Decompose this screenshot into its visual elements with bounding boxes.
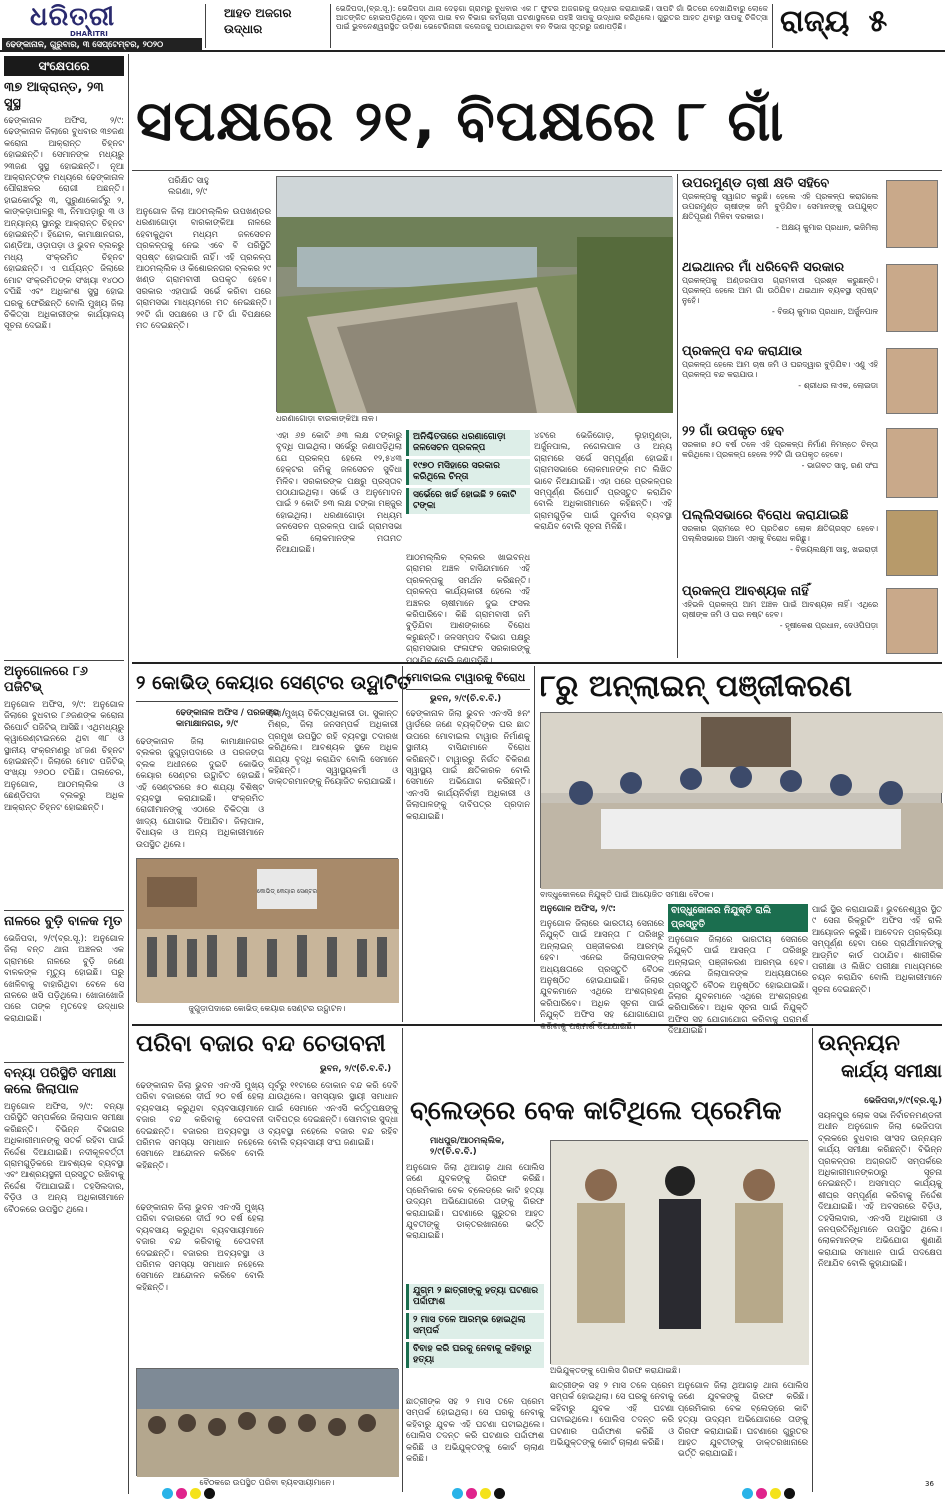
cyan-dot-icon (162, 1488, 173, 1499)
quote-block (682, 584, 942, 660)
covid-body-2: ଜିଲା ମୁଖ୍ୟ ଚିକିତ୍ସାଧିକାରୀ ଡା. ସୁକାନ୍ତ ମିଶ୍ର, ଜିଲା ଜନସମ୍ପର୍କ ଅଧିକାରୀ ପ୍ରମୁଖ ଉପସ୍ଥିତ ରହି ବ୍ୟବସ୍ଥା ତଦାରଖ କରିଥିଲେ। ଆବଶ୍ୟକ ସ୍ଥଳେ ଅଧିକ ଶଯ୍ୟା ବୃଦ୍ଧି କରାଯିବ ବୋଲି ସେମାନେ କହିଛନ୍ତି। ସ୍ୱାସ୍ଥ୍ୟକର୍ମୀ ଓ ଡାକ୍ତରମାନଙ୍କୁ ନିୟୋଜିତ କରାଯାଇଛି। (268, 708, 398, 787)
arrest-image (551, 1141, 809, 1365)
covid-byline: ଢେଙ୍କାନାଳ ଅଫିସ / ପରଜଙ୍ଗ / କାମାକ୍ଷାନଗର, ୨/୯ (176, 708, 286, 729)
online-byline: ଅନୁଗୋଳ ଅଫିସ, ୨/୯: (540, 904, 616, 914)
page-number: ୫ (868, 4, 888, 39)
blade-body: ଅନୁଗୋଳ ଜିଲା ଥିଆଗଢ଼ ଥାନା ପୋଲିସ ଜଣେ ଯୁବକଙ୍କୁ ଗିରଫ କରିଛି। ପ୍ରେମିକାର ବେକ ବ୍ଲେଡ୍‌ରେ କାଟି ହତ୍ୟା ଉଦ୍ୟମ ଅଭିଯୋଗରେ ତାଙ୍କୁ ଗିରଫ କରାଯାଇଛି। ଘଟଣାରେ ଗୁରୁତର ଆହତ ଯୁବତୀଙ୍କୁ ଡାକ୍ତରଖାନାରେ ଭର୍ତ୍ତି କରାଯାଇଛି। (406, 1162, 544, 1241)
review-headline-2: କାର୍ଯ୍ୟ ସମୀକ୍ଷା (841, 1061, 942, 1082)
lead-body-col2: ଏହା ୬୭ କୋଟି ୬୩ ଲକ୍ଷ ଟଙ୍କାରୁ ବୃଦ୍ଧି ପାଇଥିଲା। ସର୍ଭେରୁ ଜଣାପଡ଼ିଥିଲା ଯେ ପ୍ରକଳ୍ପ ହେଲେ ୧୨,୫୪୩ ହେକ୍ଟର ଜମିକୁ ଜଳସେଚନ ସୁବିଧା ମିଳିବ। ସରକାରଙ୍କ ପକ୍ଷରୁ ପ୍ରସ୍ତାବ ପଠାଯାଇଥିଲା। ସର୍ଭେ ଓ ଅନୁମୋଦନ ପାଇଁ ୨ କୋଟି ୭୩ ଲକ୍ଷ ଟଙ୍କା ମଞ୍ଜୁର ହୋଇଥିଲା। ଧରଣାଗୋଡ଼ା ମଧ୍ୟମ ଜଳସେଚନ ପ୍ରକଳ୍ପ ପାଇଁ ଗ୍ରାମସଭା କରି ଲୋକମାନଙ୍କ ମତାମତ ନିଆଯାଇଛି। (276, 430, 402, 555)
lead-headline: ସପକ୍ଷରେ ୨୧, ବିପକ୍ଷରେ ୮ ଗାଁ (136, 89, 785, 154)
online-box (668, 904, 808, 1036)
covid-headline: ୨ କୋଭିଡ୍ କେୟାର ସେଣ୍ଟର ଉଦ୍ଘାଟିତ (136, 668, 398, 702)
online-headline: ୮ରୁ ଅନ୍‌ଲାଇନ୍ ପଞ୍ଜୀକରଣ (540, 669, 852, 704)
yellow-dot-icon (480, 1488, 491, 1499)
person-photo (886, 428, 938, 498)
blade-caption: ଅଭିଯୁକ୍ତଙ୍କୁ ପୋଲିସ ଗିରଫ କରାଯାଇଛି। (550, 1366, 681, 1375)
highlight-item: ୧୯୭୦ ମସିହାରେ ସରକାର କରିଥିଲେ ଚିନ୍ତା (406, 459, 530, 485)
cyan-dot-icon (742, 1488, 753, 1499)
brief-title: ୩୭ ଆକ୍ରାନ୍ତ, ୨୩ ସୁସ୍ଥ (4, 80, 104, 111)
logo (30, 2, 170, 32)
person-photo (886, 510, 938, 576)
market-photo (136, 1368, 398, 1476)
online-box-body: ଅନୁଗୋଳ ଜିଲାରେ ଭାରତୀୟ ସେନାରେ ନିଯୁକ୍ତି ପାଇଁ ଆସନ୍ତା ୮ ତାରିଖରୁ ଅନ୍‌ଲାଇନ୍ ପଞ୍ଜୀକରଣ ଆରମ୍ଭ ହେବ। ଏନେଇ ଜିଲାପାଳଙ୍କ ଅଧ୍ୟକ୍ଷତାରେ ପ୍ରସ୍ତୁତି ବୈଠକ ଅନୁଷ୍ଠିତ ହୋଇଯାଇଛି। ଜିଲାର ଯୁବକମାନେ ଏଥିରେ ଅଂଶଗ୍ରହଣ କରିପାରିବେ। ଅଧିକ ସୂଚନା ପାଇଁ ନିଯୁକ୍ତି ଅଫିସ ସହ ଯୋଗାଯୋଗ କରିବାକୁ ପରାମର୍ଶ ଦିଆଯାଇଛି। (668, 934, 808, 1036)
quote-text: ଏହିଭଳି ପ୍ରକଳ୍ପ ଆମ ଅଞ୍ଚଳ ପାଇଁ ଆବଶ୍ୟକ ନାହିଁ। ଏଥିରେ ଚାଷୀଙ୍କ ଜମି ଓ ଘର ନଷ୍ଟ ହେବ। (682, 600, 878, 619)
quote-title: ପଲ୍ଲିସଭାରେ ବିରୋଧ କରାଯାଇଛି (682, 508, 849, 523)
logo-text: ଧରିତ୍ରୀ (30, 2, 116, 32)
blade-body-4: ଅନୁଗୋଳ ଜିଲା ଥିଆଗଢ଼ ଥାନା ପୋଲିସ ଜଣେ ଯୁବକଙ୍କୁ ଗିରଫ କରିଛି। ପ୍ରେମିକାର ବେକ ବ୍ଲେଡ୍‌ରେ କାଟି ହତ୍ୟା ଉଦ୍ୟମ ଅଭିଯୋଗରେ ତାଙ୍କୁ ଗିରଫ କରାଯାଇଛି। ଘଟଣାରେ ଗୁରୁତର ଆହତ ଯୁବତୀଙ୍କୁ ଡାକ୍ତରଖାନାରେ ଭର୍ତ୍ତି କରାଯାଇଛି। (678, 1380, 808, 1459)
person-photo (886, 588, 938, 654)
review-body: ସୟଳପୁର ଲୋକ ସଭା ନିର୍ବାଚନମଣ୍ଡଳୀ ଅଧୀନ ଅନୁଗୋଳ ଜିଲା ଭେଜିପଦା ବ୍ଲକରେ ବୁଧବାର ସାଂସଦ ଉନ୍ନୟନ କାର୍ଯ୍ୟ ସମୀକ୍ଷା କରିଛନ୍ତି। ବିଭିନ୍ନ ପ୍ରକଳ୍ପର ଅଗ୍ରଗତି ସମ୍ପର୍କରେ ଅଧିକାରୀମାନଙ୍କଠାରୁ ସୂଚନା ନେଇଛନ୍ତି। ଅସମାପ୍ତ କାର୍ଯ୍ୟକୁ ଶୀଘ୍ର ସମ୍ପୂର୍ଣ୍ଣ କରିବାକୁ ନିର୍ଦ୍ଦେଶ ଦିଆଯାଇଛି। ଏହି ଅବସରରେ ବିଡ଼ିଓ, ତହସିଲଦାର, ଏନଏସି ଅଧିକାରୀ ଓ ଜନପ୍ରତିନିଧିମାନେ ଉପସ୍ଥିତ ଥିଲେ। ଲୋକମାନଙ୍କ ଅଭିଯୋଗ ଶୁଣାଣି କରାଯାଇ ସମାଧାନ ପାଇଁ ପଦକ୍ଷେପ ନିଆଯିବ ବୋଲି କୁହାଯାଇଛି। (818, 1110, 942, 1269)
brief-subtitle: କଲେ ଜିଲାପାଳ (4, 1082, 79, 1097)
review-headline (818, 1030, 942, 1094)
person-photo (886, 180, 938, 248)
quote-block (682, 424, 942, 504)
quote-title: ୨୨ ଗାଁ ଉପକୃତ ହେବ (682, 424, 784, 439)
quote-name: - ହୃଷୀକେଶ ପ୍ରଧାନ, ଦେଓପିପଡ଼ା (779, 621, 878, 630)
online-photo-caption: ବାଦ୍ଧୁକୋଳରେ ନିଯୁକ୍ତି ପାଇଁ ଆୟୋଜିତ ସମୀକ୍ଷା ବୈଠକ। (540, 890, 714, 899)
lead-highlights (406, 430, 530, 550)
highlight-item: ସର୍ଭେରେ ଖର୍ଚ୍ଚ ହୋଇଛି ୨ କୋଟି ଟଙ୍କା (406, 488, 530, 514)
logo-sub: DHARITRI (70, 30, 108, 38)
brief-title: ଅନୁଗୋଳରେ ୮୬ ପଜିଟିଭ୍ (4, 664, 88, 695)
market-body-3: ଢେଙ୍କାନାଳ ଜିଲା ଭୁବନ ଏନଏସି ମୁଖ୍ୟ ପରିବା ବଜାରରେ ଦୀର୍ଘ ୨୦ ବର୍ଷ ହେଲା ବ୍ୟବସାୟ କରୁଥିବା ବ୍ୟବସାୟୀମାନେ ବଜାର ବନ୍ଦ କରିବାକୁ ଚେତାବନୀ ଦେଇଛନ୍ତି। ବଜାରର ଅବ୍ୟବସ୍ଥା ଓ ପରିମଳ ସମସ୍ୟା ସମାଧାନ ନହେଲେ ସେମାନେ ଆନ୍ଦୋଳନ କରିବେ ବୋଲି କହିଛନ୍ତି। (136, 1202, 264, 1292)
quote-name: - ବିଜୟଲକ୍ଷ୍ମୀ ସାହୁ, ଖଇରାଡ଼ୀ (790, 545, 878, 554)
brief-body: ଢେଙ୍କାନାଳ ଅଫିସ, ୨/୯: ଢେଙ୍କାନାଳ ଜିଲାରେ ବୁଧବାର ୩୭ଜଣ କରୋନା ଆକ୍ରାନ୍ତ ଚିହ୍ନଟ ହୋଇଛନ୍ତି। ସେମାନଙ୍କ ମଧ୍ୟରୁ ୨୩ଜଣ ସୁସ୍ଥ ହୋଇଛନ୍ତି। ନୂଆ ଆକ୍ରାନ୍ତଙ୍କ ମଧ୍ୟରେ ଢେଙ୍କାନାଳ ପୌରାଞ୍ଚଳର ରୋଗୀ ଅଛନ୍ତି। ହାଇକୋର୍ଟରୁ ୩, ପୁରୁଣାକୋର୍ଟରୁ ୨, କାଙ୍କଡ଼ାପାଳରୁ ୩, ନିମାପଡ଼ାରୁ ୩ ଓ ଅନ୍ୟାନ୍ୟ ସ୍ଥାନରୁ ଆକ୍ରାନ୍ତ ଚିହ୍ନଟ ହୋଇଛନ୍ତି। ହିନ୍ଦୋଳ, କାମାକ୍ଷାନଗର, ଗଣ୍ଡିଆ, ଓଡ଼ାପଡ଼ା ଓ ଭୁବନ ବ୍ଲକରୁ ମଧ୍ୟ ସଂକ୍ରମିତ ଚିହ୍ନଟ ହୋଇଛନ୍ତି। ଏ ପର୍ଯ୍ୟନ୍ତ ଜିଲାରେ ମୋଟ ସଂକ୍ରମିତଙ୍କ ସଂଖ୍ୟା ୧୪୦୦ ଟପିଛି ଏବଂ ଅଧିକାଂଶ ସୁସ୍ଥ ହୋଇ ଘରକୁ ଫେରିଛନ୍ତି ବୋଲି ମୁଖ୍ୟ ଜିଲା ଚିକିତ୍ସା ଅଧିକାରୀଙ୍କ କାର୍ଯ୍ୟାଳୟ ସୂଚନା ଦେଇଛି। (4, 115, 124, 331)
quote-title: ଥଇଥାନର ମାଁ ଧରିବେନି ସରକାର (682, 260, 845, 275)
quote-title: ପ୍ରକଳ୍ପ ବନ୍ଦ କରାଯାଉ (682, 344, 803, 359)
covid-caption: ଜୁଗୁଡ଼ାପଦାରେ କୋଭିଡ୍ କେୟାର ସେଣ୍ଟର ଉଦ୍ଘାଟନ। (188, 1004, 346, 1013)
mobile-byline: ଭୁବନ, ୨/୯(ଚି.ବ.ବି.) (430, 694, 502, 704)
review-headline-1: ଉନ୍ନୟନ (818, 1031, 900, 1056)
section-title (780, 4, 940, 44)
online-photo (540, 712, 942, 888)
lead-byline-name: ପରିକ୍ଷିତ ସାହୁ (168, 176, 209, 186)
quote-text: ପ୍ରକଳ୍ପକୁ ଅଣ୍ଡରପାସ ଗ୍ରାମବାସୀ ପ୍ରଶ୍ନ କରୁଛନ୍ତି। ପ୍ରକଳ୍ପ ହେଲେ ଆମ ଗାଁ ଉଠିଯିବ। ଥଇଥାନ ବ୍ୟବସ୍ଥା ସ୍ପଷ୍ଟ ନୁହେଁ। (682, 276, 878, 305)
quote-name: - ବିଜୟ କୁମାର ପ୍ରଧାନ, ଅର୍ଜୁନପାଳ (772, 307, 878, 316)
review-byline: ଭେଜିପଦା,୨/୯(ବ୍ର.ସୂ.) (864, 1096, 942, 1106)
blade-byline: ମାଧପୁର/ଆଠମଲ୍ଲିକ, ୨/୯(ଚି.ବ.ବି.) (430, 1136, 505, 1157)
quote-block (682, 260, 942, 340)
section-name: ରାଜ୍ୟ (780, 4, 850, 39)
quote-name: - ଶ୍ରୀଧର ନାଏକ, ଲୋଇଡା (798, 381, 878, 390)
quote-text: ପ୍ରକଳ୍ପକୁ ସ୍ୱାଗତ କରୁଛି। ହେଲେ ଏହି ପ୍ରକଳ୍ପ କରାଗଲେ ଉପରମୁଣ୍ଡ ଚାଷୀଙ୍କ ଜମି ବୁଡ଼ିଯିବ। ସେମାନଙ୍କୁ ଉପଯୁକ୍ତ କ୍ଷତିପୂରଣ ମିଳିବା ଦରକାର। (682, 192, 878, 221)
quote-name: - ଭାଗବତ ସାହୁ, ରଣ ସଂଘ (801, 461, 878, 470)
brief-body: ଅନୁଗୋଳ ଅଫିସ, ୨/୯: ଅନୁଗୋଳ ଜିଲାରେ ବୁଧବାର ୮୬ଜଣଙ୍କ କରୋନା ରିପୋର୍ଟ ପଜିଟିଭ୍ ଆସିଛି। ଏଥିମଧ୍ୟରୁ କ୍ୱାରେଣ୍ଟାଇନରେ ଥିବା ୩୮ ଓ ସ୍ଥାନୀୟ ସଂକ୍ରମଣରୁ ୪୮ଜଣ ଚିହ୍ନଟ ହୋଇଛନ୍ତି। ଜିଲାରେ ମୋଟ ପଜିଟିଭ୍ ସଂଖ୍ୟା ୨୬୦୦ ଟପିଛି। ତାଲଚେର, ଅନୁଗୋଳ, ଆଠମଲ୍ଲିକ ଓ ଛେଣ୍ଡିପଦା ବ୍ଲକରୁ ଅଧିକ ଆକ୍ରାନ୍ତ ଚିହ୍ନଟ ହୋଇଛନ୍ତି। (4, 699, 124, 812)
brief-body: ଅନୁଗୋଳ ଅଫିସ, ୨/୯: ବନ୍ୟା ପରିସ୍ଥିତି ସମ୍ପର୍କରେ ଜିଲାପାଳ ସମୀକ୍ଷା କରିଛନ୍ତି। ବିଭିନ୍ନ ବିଭାଗର ଅଧିକାରୀମାନଙ୍କୁ ସତର୍କ ରହିବା ପାଇଁ ନିର୍ଦ୍ଦେଶ ଦିଆଯାଇଛି। ନଦୀକୂଳବର୍ତ୍ତୀ ଗ୍ରାମଗୁଡ଼ିକରେ ଆବଶ୍ୟକ ବ୍ୟବସ୍ଥା ଏବଂ ଆଶ୍ରୟସ୍ଥଳୀ ପ୍ରସ୍ତୁତ ରଖିବାକୁ ନିର୍ଦ୍ଦେଶ ଦିଆଯାଇଛି। ତହସିଲଦାର, ବିଡ଼ିଓ ଓ ଅନ୍ୟ ଅଧିକାରୀମାନେ ବୈଠକରେ ଉପସ୍ଥିତ ଥିଲେ। (4, 1101, 124, 1214)
quote-block (682, 344, 942, 420)
person-photo (886, 348, 938, 414)
covid-photo (136, 858, 398, 1002)
quote-text: ସରକାର ୫୦ ବର୍ଷ ତଳେ ଏହି ପ୍ରକଳ୍ପ ନିର୍ମାଣ ନିମନ୍ତେ ଚିନ୍ତା କରିଥିଲେ। ପ୍ରକଳ୍ପ ହେଲେ ୨୨ଟି ଗାଁ ଉପକୃତ ହେବେ। (682, 440, 878, 459)
market-byline: ଭୁବନ, ୨/୯(ଚି.ବ.ବି.) (320, 1064, 392, 1074)
lead-photo (276, 176, 672, 412)
quote-text: ପ୍ରକଳ୍ପ ହେଲେ ଆମ ଚାଷ ଜମି ଓ ଘରଦ୍ୱାର ବୁଡ଼ିଯିବ। ଏଣୁ ଏହି ପ୍ରକଳ୍ପ ବନ୍ଦ କରାଯାଉ। (682, 360, 878, 379)
brief-item (4, 1066, 124, 1486)
brief-item (4, 664, 124, 904)
quote-block (682, 176, 942, 256)
blade-body-2: ଛାତ୍ରୀଙ୍କ ସହ ୨ ମାସ ତଳେ ପ୍ରେମ ସମ୍ପର୍କ ହୋଇଥିଲା। ସେ ଘରକୁ ନେବାକୁ କହିବାରୁ ଯୁବକ ଏହି ଘଟଣା ଘଟାଇଥିଲେ। ପୋଲିସ ତଦନ୍ତ କରି ଘଟଣାର ପର୍ଦ୍ଦାଫାଶ କରିଛି ଓ ଅଭିଯୁକ୍ତଙ୍କୁ କୋର୍ଟ ଚାଲାଣ କରିଛି। (550, 1380, 674, 1448)
quote-text: ସରକାର ଗ୍ରାମରେ ୧୦ ପ୍ରତିଶତ ଲୋକ କ୍ଷତିଗ୍ରସ୍ତ ହେବେ। ପଲ୍ଲିସଭାରେ ଆମେ ଏହାକୁ ବିରୋଧ କରିଛୁ। (682, 524, 878, 543)
highlight-item: ଅନିଶ୍ଚିତତାରେ ଧରଣାଗୋଡ଼ା ଜଳସେଚନ ପ୍ରକଳ୍ପ (406, 430, 530, 456)
magenta-dot-icon (756, 1488, 767, 1499)
brief-title: ନାଳରେ ବୁଡ଼ି ବାଳକ ମୃତ (4, 914, 123, 929)
online-body: ଅନୁଗୋଳ ଜିଲାରେ ଭାରତୀୟ ସେନାରେ ନିଯୁକ୍ତି ପାଇଁ ଆସନ୍ତା ୮ ତାରିଖରୁ ଅନ୍‌ଲାଇନ୍ ପଞ୍ଜୀକରଣ ଆରମ୍ଭ ହେବ। ଏନେଇ ଜିଲାପାଳଙ୍କ ଅଧ୍ୟକ୍ଷତାରେ ପ୍ରସ୍ତୁତି ବୈଠକ ଅନୁଷ୍ଠିତ ହୋଇଯାଇଛି। ଜିଲାର ଯୁବକମାନେ ଏଥିରେ ଅଂଶଗ୍ରହଣ କରିପାରିବେ। ଅଧିକ ସୂଚନା ପାଇଁ ନିଯୁକ୍ତି ଅଫିସ ସହ ଯୋଗାଯୋଗ କରିବାକୁ ପରାମର୍ଶ ଦିଆଯାଇଛି। (540, 918, 664, 1031)
quote-title: ପ୍ରକଳ୍ପ ଆବଶ୍ୟକ ନାହିଁ (682, 584, 809, 599)
black-dot-icon (204, 1488, 215, 1499)
brief-item (4, 80, 124, 655)
brief-body: ଭେଜିପଦା, ୨/୯(ବ୍ର.ସୂ.): ଅନୁଗୋଳ ଜିଲା ବନ୍ତ ଥାନା ଅଞ୍ଚଳର ଏକ ଗ୍ରାମରେ ନାଳରେ ବୁଡ଼ି ଜଣେ ବାଳକଙ୍କ ମୃତ୍ୟୁ ହୋଇଛି। ଘରୁ ଖେଳିବାକୁ ବାହାରିଥିବା ବେଳେ ସେ ନାଳରେ ଖସି ପଡ଼ିଥିଲେ। ଖୋଜାଖୋଜି ପରେ ତାଙ୍କ ମୃତଦେହ ଉଦ୍ଧାର କରାଯାଇଛି। (4, 933, 124, 1023)
blade-photo (550, 1140, 808, 1364)
blade-body-3: ଛାତ୍ରୀଙ୍କ ସହ ୨ ମାସ ତଳେ ପ୍ରେମ ସମ୍ପର୍କ ହୋଇଥିଲା। ସେ ଘରକୁ ନେବାକୁ କହିବାରୁ ଯୁବକ ଏହି ଘଟଣା ଘଟାଇଥିଲେ। ପୋଲିସ ତଦନ୍ତ କରି ଘଟଣାର ପର୍ଦ୍ଦାଫାଶ କରିଛି ଓ ଅଭିଯୁକ୍ତଙ୍କୁ କୋର୍ଟ ଚାଲାଣ କରିଛି। (406, 1396, 544, 1464)
masthead (0, 0, 945, 48)
yellow-dot-icon (770, 1488, 781, 1499)
mobile-headline: ମୋବାଇଲ ଟାୱାରକୁ ବିରୋଧ (406, 668, 530, 690)
market-body: ଢେଙ୍କାନାଳ ଜିଲା ଭୁବନ ଏନଏସି ମୁଖ୍ୟ ପରିବା ବଜାରରେ ଦୀର୍ଘ ୨୦ ବର୍ଷ ହେଲା ବ୍ୟବସାୟ କରୁଥିବା ବ୍ୟବସାୟୀମାନେ ବଜାର ବନ୍ଦ କରିବାକୁ ଚେତାବନୀ ଦେଇଛନ୍ତି। ବଜାରର ଅବ୍ୟବସ୍ଥା ଓ ପରିମଳ ସମସ୍ୟା ସମାଧାନ ନହେଲେ ସେମାନେ ଆନ୍ଦୋଳନ କରିବେ ବୋଲି କହିଛନ୍ତି। (136, 1080, 264, 1170)
market-headline: ପରିବା ବଜାର ବନ୍ଦ ଚେତାବନୀ (136, 1031, 386, 1057)
person-photo (886, 264, 938, 332)
covid-sign-text: କୋଭିଡ୍ କେୟାର ସେଣ୍ଟର (256, 888, 318, 895)
magenta-dot-icon (176, 1488, 187, 1499)
black-dot-icon (494, 1488, 505, 1499)
quote-title: ଉପରମୁଣ୍ଡ ଚାଷୀ କ୍ଷତି ସହିବେ (682, 176, 830, 191)
cyan-dot-icon (452, 1488, 463, 1499)
highlight-item: ଯୁଗ୍ମ ୨ ଛାତ୍ରୀଙ୍କୁ ହତ୍ୟା ଘଟଣାର ପର୍ଦ୍ଦାଫାଶ (406, 1284, 544, 1310)
teaser-headline: ଆହତ ଅଜଗର ଉଦ୍ଧାର (224, 6, 292, 36)
covid-body: ଢେଙ୍କାନାଳ ଜିଲା କାମାକ୍ଷାନଗର ବ୍ଲକର ଜୁଗୁଡ଼ାପଦାରେ ଓ ପରଜଙ୍ଗ ବ୍ଲକ ଅଧୀନରେ ଦୁଇଟି କୋଭିଡ୍ କେୟାର ସେଣ୍ଟର ଉଦ୍ଘାଟିତ ହୋଇଛି। ଏହି ସେଣ୍ଟରରେ ୫୦ ଶଯ୍ୟା ବିଶିଷ୍ଟ ବ୍ୟବସ୍ଥା କରାଯାଇଛି। ସଂକ୍ରମିତ ରୋଗୀମାନଙ୍କୁ ଏଠାରେ ଚିକିତ୍ସା ଓ ଖାଦ୍ୟ ଯୋଗାଇ ଦିଆଯିବ। ଜିଲାପାଳ, ବିଧାୟକ ଓ ଅନ୍ୟ ଅଧିକାରୀମାନେ ଉପସ୍ଥିତ ଥିଲେ। (136, 736, 264, 849)
blade-headline: ବ୍ଲେଡ୍‌ରେ ବେକ କାଟିଥିଲେ ପ୍ରେମିକ (410, 1096, 782, 1126)
brief-item (4, 914, 124, 1054)
page-mark: 36 (925, 1480, 934, 1488)
online-body-2: ପାଇଁ ସ୍ଥିର କରାଯାଇଛି। ଭୁବନେଶ୍ୱର ସ୍ଥିତ ୯ ସେନା ରିକ୍ରୁଟିଂ ଅଫିସ ଏହି ରାଲି ଆୟୋଜନ କରୁଛି। ଆବେଦନ ପ୍ରକ୍ରିୟା ସମ୍ପୂର୍ଣ୍ଣ ହେବା ପରେ ପ୍ରାର୍ଥୀମାନଙ୍କୁ ଆଡ୍‌ମିଟ କାର୍ଡ ପଠାଯିବ। ଶାରୀରିକ ପରୀକ୍ଷା ଓ ଲିଖିତ ପରୀକ୍ଷା ମାଧ୍ୟମରେ ଚୟନ କରାଯିବ ବୋଲି ଅଧିକାରୀମାନେ ସୂଚନା ଦେଇଛନ୍ତି। (812, 904, 942, 994)
lead-body-col4: ୪ଟରେ ଭେଜିଗୋଡ଼, ଲୁହାମୁଣ୍ଡା, ଅର୍ଜୁନପାଲ, ନଗେଲପାଳ ଓ ଅନ୍ୟ ଗ୍ରାମରେ ସର୍ଭେ ସମ୍ପୂର୍ଣ୍ଣ ହୋଇଛି। ଗ୍ରାମସଭାରେ ଲୋକମାନଙ୍କ ମତ ଲିଖିତ ଭାବେ ନିଆଯାଇଛି। ଏହା ପରେ ପ୍ରକଳ୍ପର ସମ୍ପୂର୍ଣ୍ଣ ରିପୋର୍ଟ ପ୍ରସ୍ତୁତ କରାଯିବ ବୋଲି ଅଧିକାରୀମାନେ କହିଛନ୍ତି। ଏହି ଗ୍ରାମଗୁଡ଼ିକ ପାଇଁ ପୁନର୍ବାସ ବ୍ୟବସ୍ଥା କରାଯିବ ବୋଲି ସୂଚନା ମିଳିଛି। (534, 430, 672, 532)
lead-byline (168, 176, 268, 202)
lead-body-col1: ଅନୁଗୋଳ ଜିଲା ଆଠମଲ୍ଲିକ ଉପଖଣ୍ଡର ଧରଣାଗୋଡ଼ା ବାରକାଙ୍କିଆ ନାଳରେ ହେବାକୁଥିବା ମଧ୍ୟମ ଜଳସେଚନ ପ୍ରକଳ୍ପକୁ ନେଇ ଏବେ ବି ପରିସ୍ଥିତି ସ୍ପଷ୍ଟ ହୋଇପାରି ନାହିଁ। ଏହି ପ୍ରକଳ୍ପ ଆଠମଲ୍ଲିକ ଓ କିଶୋରନଗର ବ୍ଲକର ୨୯ ଖଣ୍ଡ ଗ୍ରାମବାସୀ ଉପକୃତ ହେବେ। ସରକାର ଏହାପାଇଁ ସର୍ଭେ କରିବା ପରେ ଗ୍ରାମସଭା ମାଧ୍ୟମରେ ମତ ନେଇଛନ୍ତି। ୨୧ଟି ଗାଁ ସପକ୍ଷରେ ଓ ୮ଟି ଗାଁ ବିପକ୍ଷରେ ମତ ଦେଇଛନ୍ତି। (136, 206, 271, 331)
brief-title: ବନ୍ୟା ପରିସ୍ଥିତି ସମୀକ୍ଷା (4, 1066, 117, 1081)
highlight-item: ୨ ମାସ ତଳେ ଆରମ୍ଭ ହୋଇଥିଲା ସମ୍ପର୍କ (406, 1313, 544, 1339)
quote-name: - ଅକ୍ଷୟ କୁମାର ପ୍ରଧାନ, ଭଜିମିଲା (776, 223, 878, 232)
covid-centre-image (137, 859, 399, 1003)
quotes-panel (682, 176, 942, 660)
market-body-2: ପୂର୍ବରୁ ୧୧ଟାରେ ଦୋକାନ ବନ୍ଦ କରି ଦେବି ଯାଉଥିଲେ। ସମସ୍ୟାର ସ୍ଥାୟୀ ସମାଧାନ ପାଇଁ ସେମାନେ ଏନଏସି କର୍ତ୍ତୃପକ୍ଷଙ୍କୁ ଦାବିପତ୍ର ଦେଇଛନ୍ତି। ସୋମବାର ସୁଦ୍ଧା ବ୍ୟବସ୍ଥା ନହେଲେ ବଜାର ବନ୍ଦ ରହିବ ବୋଲି ବ୍ୟବସାୟୀ ସଂଘ ଜଣାଇଛି। (268, 1080, 398, 1148)
black-dot-icon (784, 1488, 795, 1499)
quote-block (682, 508, 942, 580)
canal-image (277, 177, 673, 413)
meeting-image (541, 713, 943, 889)
magenta-dot-icon (466, 1488, 477, 1499)
lead-body-col3: ଆଠମଲ୍ଲିକ ବ୍ଲକର ଖାଇବନ୍ଧ ଗ୍ରାମର ଅଞ୍ଚଳ ବାସିନ୍ଦାମାନେ ଏହି ପ୍ରକଳ୍ପକୁ ସମର୍ଥନ କରିଛନ୍ତି। ପ୍ରକଳ୍ପ କାର୍ଯ୍ୟକାରୀ ହେଲେ ଏହି ଅଞ୍ଚଳର ଚାଷୀମାନେ ଦୁଇ ଫସଲ କରିପାରିବେ। କିଛି ଗ୍ରାମବାସୀ ଜମି ବୁଡ଼ିଯିବା ଆଶଙ୍କାରେ ବିରୋଧ କରୁଛନ୍ତି। ଜଳସମ୍ପଦ ବିଭାଗ ପକ୍ଷରୁ ଗ୍ରାମସଭାର ଫଳାଫଳ ସରକାରଙ୍କୁ ପଠାଯିବ ବୋଲି ଜଣାପଡ଼ିଛି। (406, 552, 530, 665)
kicker-text: ସଂକ୍ଷେପରେ (38, 59, 90, 73)
traders-meeting-image (137, 1369, 399, 1477)
yellow-dot-icon (190, 1488, 201, 1499)
footer-registration (0, 1490, 945, 1498)
online-box-title: ବାଦ୍ଧୁକୋଳର ନିଯୁକ୍ତି ରାଲି ପ୍ରସ୍ତୁତି (668, 904, 808, 932)
brief-kicker (4, 56, 124, 76)
dateline: ଢେଙ୍କାନାଳ, ଗୁରୁବାର, ୩ ସେପ୍ଟେମ୍ବର, ୨୦୨୦ (2, 38, 202, 50)
lead-byline-place: ଲଗଣା, ୨/୯ (168, 187, 208, 197)
teaser-body: ଭେଜିପଦା,(ବ୍ର.ସୂ.): ଭେଜିପଦା ଥାନା ଦେଢ଼ଗା ଗ୍ରାମରୁ ବୁଧବାର ଏକ ୮ ଫୁଟର ଅଜଗରକୁ ଉଦ୍ଧାର କରାଯାଇଛି। ସାପଟି ଗାଁ ଭିତରେ ଦେଖାଯିବାରୁ ଲୋକେ ଆତଙ୍କିତ ହୋଇପଡ଼ିଥିଲେ। ସୂଚନା ପାଇ ବନ ବିଭାଗ କର୍ମଚାରୀ ଘଟଣାସ୍ଥଳରେ ପହଞ୍ଚି ସାପକୁ ଉଦ୍ଧାର କରିଥିଲେ। ଗୁରୁତର ଆହତ ଥିବାରୁ ସାପକୁ ଚିକିତ୍ସା ପାଇଁ ଭୁବନେଶ୍ୱରସ୍ଥିତ ଉଡ଼ିଶା ଭେଟେରିନାରୀ କଲେଜକୁ ପଠାଯାଇଥିବା ବନ ବିଭାଗ ସୂତ୍ରରୁ ଜଣାପଡ଼ିଛି। (336, 4, 768, 31)
highlight-item: ବିବାହ କରି ଘରକୁ ନେବାକୁ କହିବାରୁ ହତ୍ୟା (406, 1342, 544, 1368)
blade-highlights (406, 1284, 544, 1394)
mobile-body: ଢେଙ୍କାନାଳ ଜିଲା ଭୁବନ ଏନଏସି ୫ନଂ ୱାର୍ଡରେ ଜଣେ ବ୍ୟକ୍ତିଙ୍କ ଘର ଛାତ ଉପରେ ମୋବାଇଲ ଟାୱାର ନିର୍ମାଣକୁ ସ୍ଥାନୀୟ ବାସିନ୍ଦାମାନେ ବିରୋଧ କରିଛନ୍ତି। ଟାୱାରରୁ ନିର୍ଗତ ବିକିରଣ ସ୍ୱାସ୍ଥ୍ୟ ପାଇଁ କ୍ଷତିକାରକ ବୋଲି ସେମାନେ ଅଭିଯୋଗ କରିଛନ୍ତି। ଏନଏସି କାର୍ଯ୍ୟନିର୍ବାହୀ ଅଧିକାରୀ ଓ ଜିଲାପାଳଙ୍କୁ ଦାବିପତ୍ର ପ୍ରଦାନ କରାଯାଇଛି। (406, 708, 530, 821)
lead-photo-caption: ଧରଣାଗୋଡ଼ା ବାରକାଙ୍କିଆ ନାଳ। (276, 414, 378, 423)
market-caption: ବୈଠକରେ ଉପସ୍ଥିତ ପରିବା ବ୍ୟବସାୟୀମାନେ। (199, 1478, 335, 1487)
